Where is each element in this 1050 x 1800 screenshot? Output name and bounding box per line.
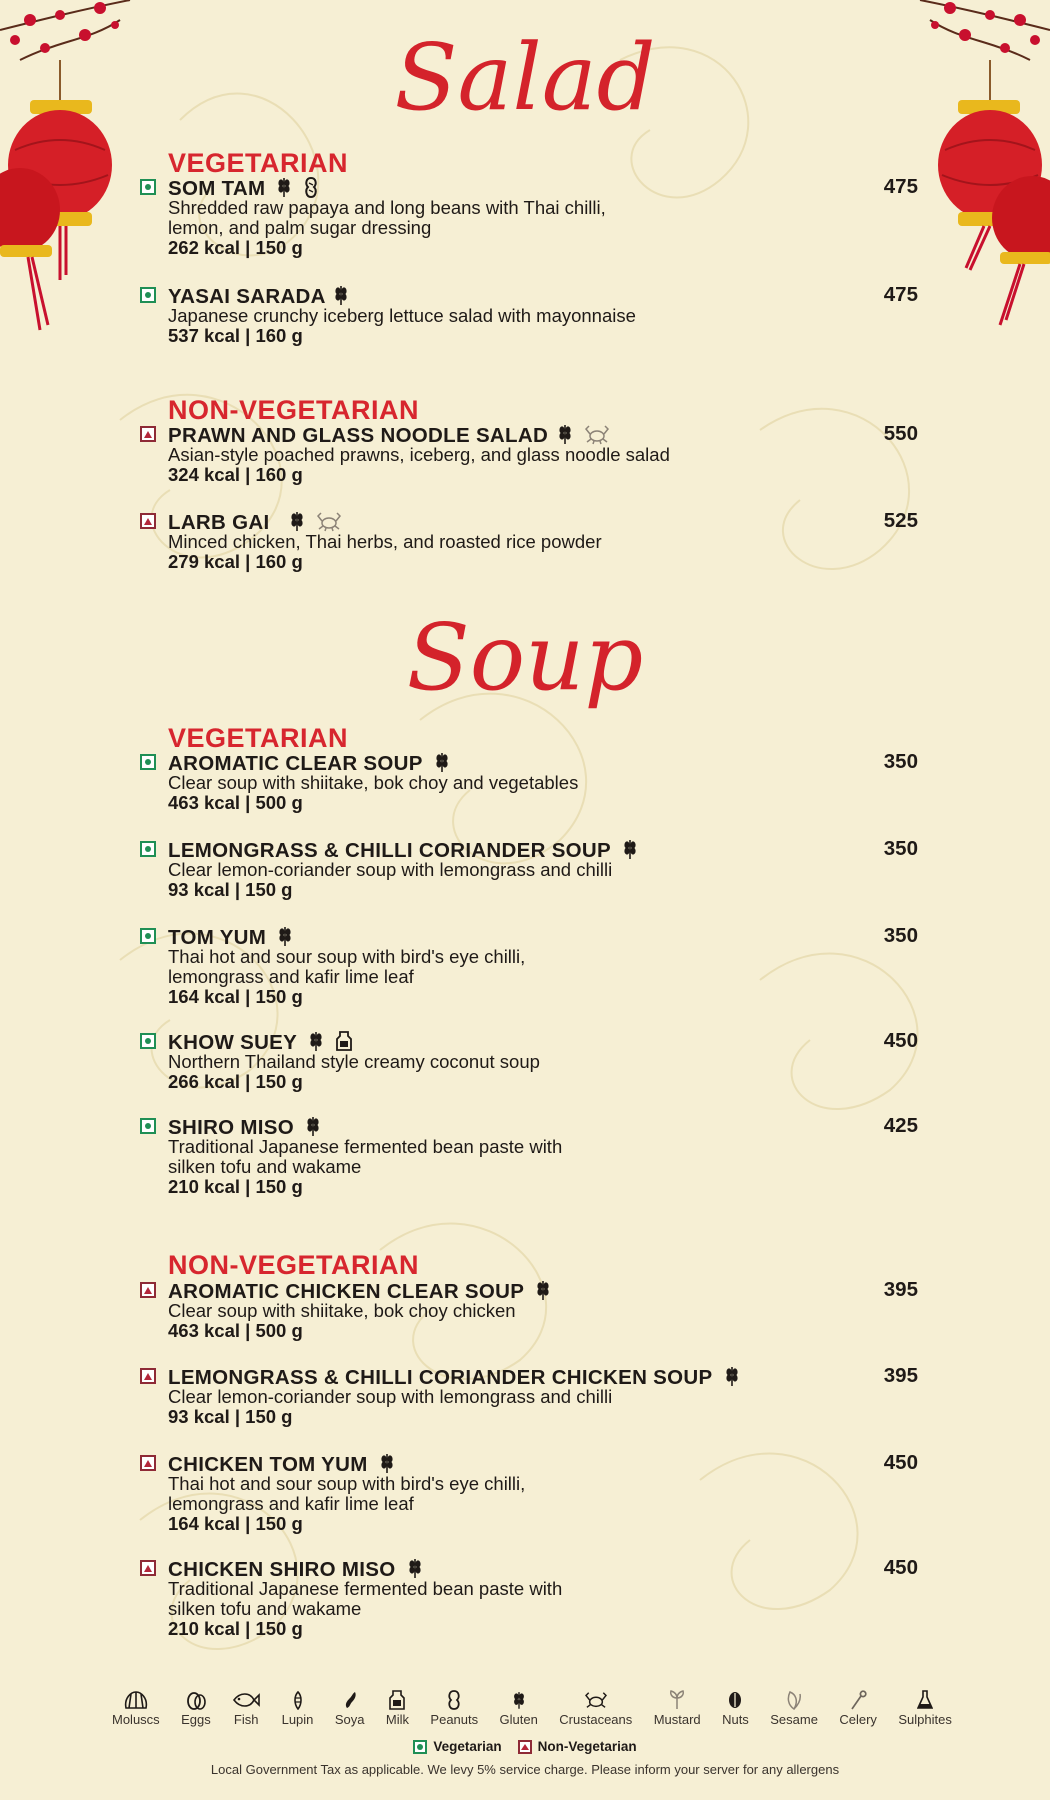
allergen-fish	[232, 1690, 260, 1727]
item-price: 395	[883, 1278, 918, 1301]
item-price: 450	[883, 1029, 918, 1052]
item-name: SHIRO MISO	[168, 1116, 295, 1139]
item-name: LEMONGRASS & CHILLI CORIANDER CHICKEN SOUP	[168, 1366, 713, 1389]
crustaceans-icon	[584, 423, 610, 445]
item-description: Clear soup with shiitake, bok choy chicken	[168, 1300, 516, 1321]
allergen-milk	[386, 1690, 409, 1727]
item-description-line-2: lemongrass and kafir lime leaf	[168, 966, 414, 987]
allergen-sulphites	[898, 1690, 951, 1727]
item-description: Clear soup with shiitake, bok choy and vegetables	[168, 772, 579, 793]
item-description-line-2: silken tofu and wakame	[168, 1598, 362, 1619]
allergen-nuts	[722, 1690, 749, 1727]
peanuts-icon	[304, 176, 318, 198]
veg-mark	[140, 841, 156, 857]
item-nutrition: 266 kcal | 150 g	[168, 1071, 303, 1092]
soup-title: Soup	[406, 604, 644, 711]
soup-veg-heading: VEGETARIAN	[168, 723, 349, 753]
item-description: Japanese crunchy iceberg lettuce salad with mayonnaise	[168, 305, 636, 326]
item-description: Shredded raw papaya and long beans with Thai chilli,	[168, 197, 606, 218]
item-nutrition: 164 kcal | 150 g	[168, 1513, 303, 1534]
gluten-icon	[333, 284, 349, 306]
item-price: 450	[883, 1451, 918, 1474]
tax-footnote: Local Government Tax as applicable. We levy 5% service charge. Please inform your server for any allergens	[210, 1762, 840, 1777]
mustard-icon	[668, 1690, 686, 1710]
right-lantern-decoration	[900, 0, 1050, 340]
allergen-label: Sulphites	[898, 1712, 952, 1727]
item-description: Clear lemon-coriander soup with lemongrass and chilli	[168, 1386, 613, 1407]
item-description-line-2: lemongrass and kafir lime leaf	[168, 1493, 414, 1514]
item-description: Thai hot and sour soup with bird's eye chilli,	[168, 946, 526, 967]
allergen-label: Nuts	[722, 1712, 749, 1727]
legend-nonveg	[518, 1739, 637, 1754]
sulphites-icon	[917, 1690, 933, 1710]
gluten-icon	[277, 925, 293, 947]
item-description: Thai hot and sour soup with bird's eye chilli,	[168, 1473, 526, 1494]
crustaceans-icon	[316, 510, 342, 532]
nonveg-mark	[140, 1560, 156, 1576]
allergen-soya	[335, 1690, 365, 1727]
nonveg-mark	[140, 1368, 156, 1384]
item-name: SOM TAM	[168, 177, 266, 200]
allergen-mustard	[654, 1690, 701, 1727]
item-nutrition: 279 kcal | 160 g	[168, 551, 303, 572]
peanuts-icon	[447, 1690, 461, 1710]
sesame-icon	[785, 1690, 803, 1710]
allergen-label: Fish	[233, 1712, 259, 1727]
nonveg-mark	[140, 1282, 156, 1298]
crustaceans-icon	[583, 1690, 609, 1710]
item-nutrition: 93 kcal | 150 g	[168, 1406, 293, 1427]
allergen-lupin	[282, 1690, 314, 1727]
gluten-icon	[308, 1030, 324, 1052]
item-name: LEMONGRASS & CHILLI CORIANDER SOUP	[168, 839, 611, 862]
item-description-line-2: lemon, and palm sugar dressing	[168, 217, 432, 238]
item-price: 350	[883, 837, 918, 860]
allergen-label: Lupin	[281, 1712, 314, 1727]
eggs-icon	[184, 1690, 208, 1710]
nonveg-mark	[140, 426, 156, 442]
allergen-key	[112, 1690, 952, 1727]
item-nutrition: 210 kcal | 150 g	[168, 1618, 303, 1639]
allergen-crustaceans	[559, 1690, 632, 1727]
allergen-label: Moluscs	[112, 1712, 160, 1727]
item-price: 450	[883, 1556, 918, 1579]
item-price: 350	[883, 924, 918, 947]
item-nutrition: 537 kcal | 160 g	[168, 325, 303, 346]
allergen-sesame	[770, 1690, 818, 1727]
nonveg-mark	[518, 1740, 532, 1754]
salad-nonveg-heading: NON-VEGETARIAN	[168, 395, 420, 425]
item-description-line-2: silken tofu and wakame	[168, 1156, 362, 1177]
lupin-icon	[290, 1690, 306, 1710]
legend-veg	[413, 1739, 501, 1754]
nuts-icon	[727, 1690, 743, 1710]
item-name: YASAI SARADA	[168, 285, 326, 308]
item-nutrition: 93 kcal | 150 g	[168, 879, 293, 900]
allergen-peanuts	[430, 1690, 478, 1727]
celery-icon	[849, 1690, 867, 1710]
gluten-icon	[622, 838, 638, 860]
gluten-icon	[535, 1279, 551, 1301]
salad-veg-heading: VEGETARIAN	[168, 148, 349, 178]
veg-mark	[140, 1033, 156, 1049]
item-name: PRAWN AND GLASS NOODLE SALAD	[168, 424, 549, 447]
allergen-label: Crustaceans	[559, 1712, 633, 1727]
item-nutrition: 262 kcal | 150 g	[168, 237, 303, 258]
fish-icon	[232, 1690, 260, 1710]
nonveg-mark	[140, 1455, 156, 1471]
allergen-label: Peanuts	[430, 1712, 479, 1727]
allergen-label: Sesame	[770, 1712, 818, 1727]
gluten-icon	[724, 1365, 740, 1387]
item-nutrition: 463 kcal | 500 g	[168, 1320, 303, 1341]
item-name: AROMATIC CLEAR SOUP	[168, 752, 423, 775]
item-name: TOM YUM	[168, 926, 267, 949]
item-nutrition: 164 kcal | 150 g	[168, 986, 303, 1007]
salad-title: Salad	[394, 24, 656, 131]
item-description: Minced chicken, Thai herbs, and roasted rice powder	[168, 531, 602, 552]
allergen-label: Mustard	[653, 1712, 701, 1727]
item-description: Northern Thailand style creamy coconut soup	[168, 1051, 540, 1072]
nonveg-mark	[140, 513, 156, 529]
allergen-eggs	[181, 1690, 211, 1727]
item-description: Asian-style poached prawns, iceberg, and glass noodle salad	[168, 444, 670, 465]
gluten-icon	[276, 176, 292, 198]
item-name: LARB GAI	[168, 511, 270, 534]
allergen-label: Celery	[839, 1712, 877, 1727]
item-name: AROMATIC CHICKEN CLEAR SOUP	[168, 1280, 525, 1303]
gluten-icon	[434, 751, 450, 773]
item-price: 475	[883, 283, 918, 306]
milk-icon	[389, 1690, 405, 1710]
veg-mark	[140, 928, 156, 944]
legend-nonveg-label: Non-Vegetarian	[537, 1739, 637, 1754]
item-price: 350	[883, 750, 918, 773]
legend-veg-label: Vegetarian	[433, 1739, 502, 1754]
allergen-label: Milk	[385, 1712, 409, 1727]
item-price: 525	[883, 509, 918, 532]
milk-icon	[335, 1030, 353, 1052]
item-nutrition: 463 kcal | 500 g	[168, 792, 303, 813]
diet-legend	[0, 1739, 1050, 1754]
item-price: 395	[883, 1364, 918, 1387]
veg-mark	[413, 1740, 427, 1754]
allergen-moluscs	[112, 1690, 160, 1727]
item-price: 475	[883, 175, 918, 198]
item-price: 550	[883, 422, 918, 445]
item-description: Traditional Japanese fermented bean paste with	[168, 1578, 563, 1599]
gluten-icon	[512, 1690, 526, 1710]
moluscs-icon	[123, 1690, 149, 1710]
item-name: KHOW SUEY	[168, 1031, 298, 1054]
soya-icon	[342, 1690, 358, 1710]
veg-mark	[140, 754, 156, 770]
allergen-label: Eggs	[181, 1712, 211, 1727]
allergen-gluten	[500, 1690, 538, 1727]
left-lantern-decoration	[0, 0, 150, 340]
gluten-icon	[407, 1557, 423, 1579]
item-description: Traditional Japanese fermented bean paste with	[168, 1136, 563, 1157]
item-nutrition: 324 kcal | 160 g	[168, 464, 303, 485]
gluten-icon	[289, 510, 305, 532]
gluten-icon	[557, 423, 573, 445]
item-nutrition: 210 kcal | 150 g	[168, 1176, 303, 1197]
item-name: CHICKEN SHIRO MISO	[168, 1558, 396, 1581]
allergen-celery	[839, 1690, 877, 1727]
soup-nonveg-heading: NON-VEGETARIAN	[168, 1250, 420, 1280]
item-price: 425	[883, 1114, 918, 1137]
item-name: CHICKEN TOM YUM	[168, 1453, 368, 1476]
item-description: Clear lemon-coriander soup with lemongrass and chilli	[168, 859, 613, 880]
allergen-label: Soya	[334, 1712, 365, 1727]
veg-mark	[140, 1118, 156, 1134]
gluten-icon	[379, 1452, 395, 1474]
gluten-icon	[305, 1115, 321, 1137]
allergen-label: Gluten	[499, 1712, 538, 1727]
